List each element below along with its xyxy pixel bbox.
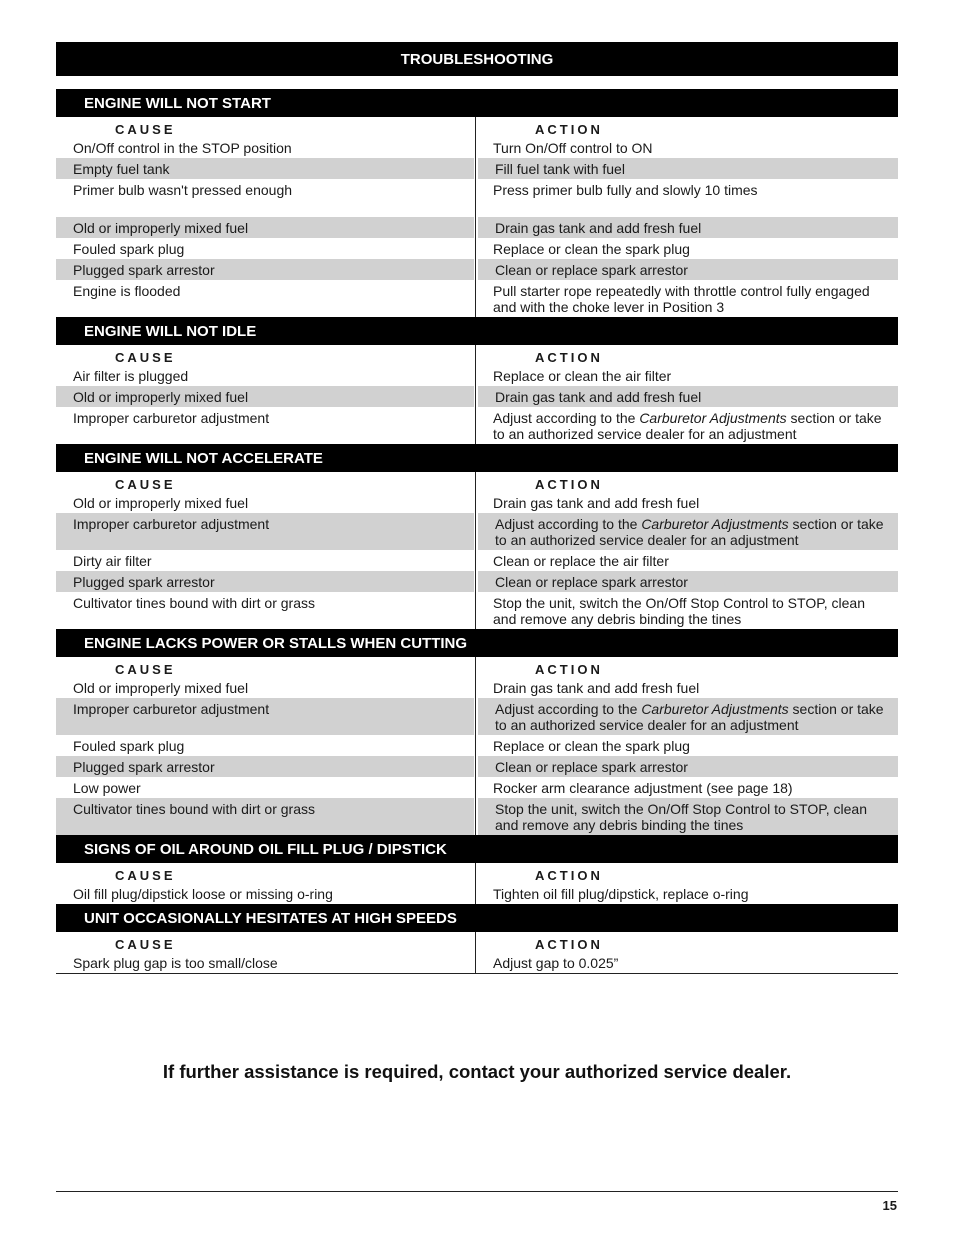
action-cell: Stop the unit, switch the On/Off Stop Control to STOP, clean and remove any debris binding the tines xyxy=(478,798,898,835)
help-text: If further assistance is required, contact your authorized service dealer. xyxy=(162,1061,792,1082)
action-cell: Drain gas tank and add fresh fuel xyxy=(478,217,898,238)
cause-action-table xyxy=(56,345,898,444)
cause-cell: Old or improperly mixed fuel xyxy=(73,495,249,511)
action-cell: Tighten oil fill plug/dipstick, replace o-ring xyxy=(493,886,749,902)
troubleshooting-section xyxy=(56,904,898,974)
section-heading: ENGINE WILL NOT ACCELERATE xyxy=(56,444,898,472)
troubleshooting-section xyxy=(56,835,898,904)
troubleshooting-section xyxy=(56,89,898,317)
troubleshooting-section xyxy=(56,317,898,444)
cause-action-table xyxy=(56,863,898,904)
action-emphasis: Carburetor Adjustments xyxy=(641,701,789,717)
column-headers xyxy=(56,117,898,137)
cause-column-header: CAUSE xyxy=(115,937,176,952)
table-row xyxy=(56,137,898,158)
table-row xyxy=(56,280,898,317)
cause-column-header: CAUSE xyxy=(115,477,176,492)
table-row xyxy=(56,492,898,513)
table-row xyxy=(56,550,898,571)
cause-cell: Dirty air filter xyxy=(73,553,152,569)
action-text: section or take to an authorized service dealer for an adjustment xyxy=(493,410,882,442)
action-cell: Clean or replace spark arrestor xyxy=(478,259,898,280)
cause-cell: Engine is flooded xyxy=(73,283,181,299)
section-heading: UNIT OCCASIONALLY HESITATES AT HIGH SPEEDS xyxy=(56,904,898,932)
cause-cell: Air filter is plugged xyxy=(73,368,189,384)
cause-action-table xyxy=(56,657,898,835)
column-headers xyxy=(56,932,898,952)
table-row xyxy=(56,407,898,444)
cause-column-header: CAUSE xyxy=(115,122,176,137)
cause-column-header: CAUSE xyxy=(115,662,176,677)
column-headers xyxy=(56,472,898,492)
action-emphasis: Carburetor Adjustments xyxy=(641,516,789,532)
table-row xyxy=(56,513,898,550)
cause-cell: Cultivator tines bound with dirt or grass xyxy=(73,595,315,611)
column-headers xyxy=(56,657,898,677)
troubleshooting-page xyxy=(56,42,898,974)
cause-cell: Plugged spark arrestor xyxy=(56,259,474,280)
cause-cell: Oil fill plug/dipstick loose or missing o-ring xyxy=(73,886,333,902)
action-text: Adjust according to the xyxy=(495,516,642,532)
action-column-header: ACTION xyxy=(535,350,603,365)
action-cell: Replace or clean the air filter xyxy=(493,368,672,384)
table-row xyxy=(56,259,898,280)
table-row xyxy=(56,592,898,629)
action-cell: Turn On/Off control to ON xyxy=(493,140,653,156)
cause-action-table xyxy=(56,117,898,317)
table-row xyxy=(56,952,898,973)
table-row xyxy=(56,735,898,756)
cause-cell: Plugged spark arrestor xyxy=(56,571,474,592)
action-column-header: ACTION xyxy=(535,662,603,677)
table-row xyxy=(56,756,898,777)
action-text: section or take to an authorized service dealer for an adjustment xyxy=(495,516,884,548)
action-column-header: ACTION xyxy=(535,868,603,883)
cause-cell: Improper carburetor adjustment xyxy=(56,698,474,735)
cause-cell: Old or improperly mixed fuel xyxy=(56,217,474,238)
cause-cell: Improper carburetor adjustment xyxy=(73,410,270,426)
section-heading: SIGNS OF OIL AROUND OIL FILL PLUG / DIPSTICK xyxy=(56,835,898,863)
table-row xyxy=(56,238,898,259)
cause-cell: On/Off control in the STOP position xyxy=(73,140,292,156)
cause-cell: Cultivator tines bound with dirt or grass xyxy=(56,798,474,835)
column-headers xyxy=(56,345,898,365)
table-row xyxy=(56,365,898,386)
footer-divider xyxy=(56,1191,898,1192)
cause-cell: Old or improperly mixed fuel xyxy=(73,680,249,696)
table-row xyxy=(56,179,898,217)
action-text: section or take to an authorized service dealer for an adjustment xyxy=(495,701,884,733)
cause-cell: Fouled spark plug xyxy=(73,241,185,257)
troubleshooting-sections xyxy=(56,89,898,974)
action-column-header: ACTION xyxy=(535,477,603,492)
action-text: Adjust according to the xyxy=(493,410,640,426)
cause-cell: Fouled spark plug xyxy=(73,738,185,754)
cause-cell: Empty fuel tank xyxy=(56,158,474,179)
action-cell: Drain gas tank and add fresh fuel xyxy=(478,386,898,407)
cause-cell: Primer bulb wasn't pressed enough xyxy=(73,182,293,198)
action-cell: Stop the unit, switch the On/Off Stop Control to STOP, clean and remove any debris binding the tines xyxy=(493,595,865,627)
action-cell: Replace or clean the spark plug xyxy=(493,241,690,257)
column-headers xyxy=(56,863,898,883)
action-cell xyxy=(476,407,898,444)
action-cell: Fill fuel tank with fuel xyxy=(478,158,898,179)
table-row xyxy=(56,883,898,904)
cause-cell: Old or improperly mixed fuel xyxy=(56,386,474,407)
troubleshooting-section xyxy=(56,629,898,835)
cause-cell: Plugged spark arrestor xyxy=(56,756,474,777)
cause-column-header: CAUSE xyxy=(115,868,176,883)
action-cell: Clean or replace the air filter xyxy=(493,553,669,569)
page-number: 15 xyxy=(882,1198,897,1213)
action-cell xyxy=(478,698,898,735)
cause-cell: Improper carburetor adjustment xyxy=(56,513,474,550)
action-column-header: ACTION xyxy=(535,937,603,952)
action-column-header: ACTION xyxy=(535,122,603,137)
cause-cell: Low power xyxy=(73,780,141,796)
action-cell: Clean or replace spark arrestor xyxy=(478,756,898,777)
table-row xyxy=(56,217,898,238)
section-heading: ENGINE WILL NOT START xyxy=(56,89,898,117)
action-cell: Drain gas tank and add fresh fuel xyxy=(493,495,700,511)
table-row xyxy=(56,386,898,407)
action-cell xyxy=(478,513,898,550)
section-heading: ENGINE WILL NOT IDLE xyxy=(56,317,898,345)
action-cell: Press primer bulb fully and slowly 10 times xyxy=(493,182,758,198)
action-text: Adjust according to the xyxy=(495,701,642,717)
table-row xyxy=(56,158,898,179)
table-row xyxy=(56,571,898,592)
page-title: TROUBLESHOOTING xyxy=(56,42,898,76)
cause-action-table xyxy=(56,472,898,629)
action-cell: Clean or replace spark arrestor xyxy=(478,571,898,592)
table-row xyxy=(56,698,898,735)
cause-cell: Spark plug gap is too small/close xyxy=(73,955,278,971)
action-cell: Rocker arm clearance adjustment (see page 18) xyxy=(493,780,793,796)
table-row xyxy=(56,677,898,698)
action-cell: Drain gas tank and add fresh fuel xyxy=(493,680,700,696)
action-cell: Adjust gap to 0.025” xyxy=(493,955,619,971)
action-cell: Pull starter rope repeatedly with throttle control fully engaged and with the choke lever in Position 3 xyxy=(493,283,870,315)
table-row xyxy=(56,777,898,798)
troubleshooting-section xyxy=(56,444,898,629)
cause-action-table xyxy=(56,932,898,973)
action-cell: Replace or clean the spark plug xyxy=(493,738,690,754)
table-row xyxy=(56,798,898,835)
cause-column-header: CAUSE xyxy=(115,350,176,365)
action-emphasis: Carburetor Adjustments xyxy=(639,410,787,426)
section-heading: ENGINE LACKS POWER OR STALLS WHEN CUTTING xyxy=(56,629,898,657)
